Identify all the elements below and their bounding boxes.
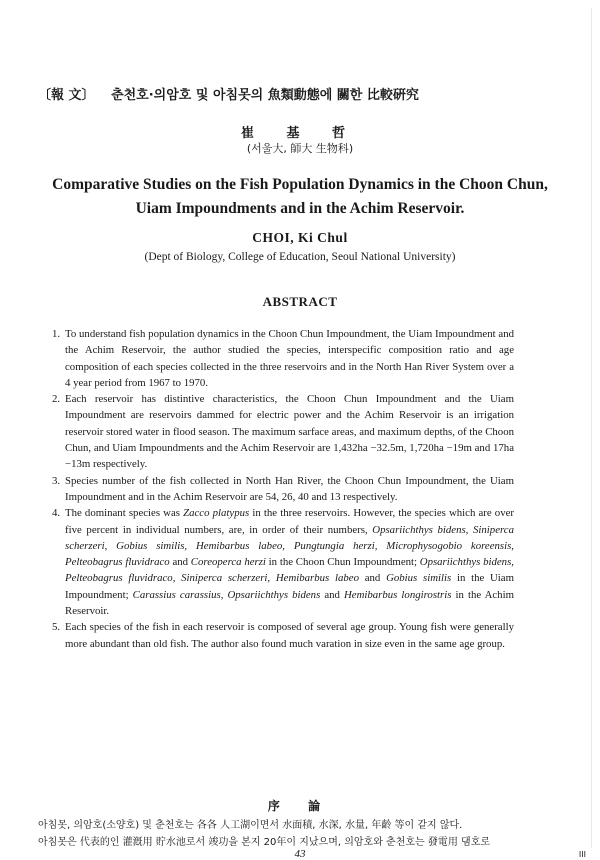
text-run: and	[358, 572, 387, 585]
species-name: Gobius similis	[386, 572, 452, 585]
text-run: in the Achim Reservoir.	[65, 588, 514, 618]
species-name: Zacco platypus	[183, 507, 250, 520]
item-text: To understand fish population dynamics in the Choon Chun Impoundment, the Uiam Impoundment and the Achim Reservoir, the author studied the species, interspecific composition ratio and age composition of each species collected in the three reservoirs and in the North Han River System over a 4 year period from 1967 to 1970.	[65, 328, 514, 389]
english-title: Comparative Studies on the Fish Population Dynamics in the Choon Chun, Uiam Impoundments and in the Achim Reservoir.	[52, 176, 548, 217]
body-text	[38, 817, 568, 851]
affiliation-english: (Dept of Biology, College of Education, Seoul National University)	[144, 251, 456, 263]
author-korean: 崔 基 哲	[240, 126, 360, 141]
report-tag: 〔報 文〕	[38, 88, 95, 103]
item-text	[65, 507, 514, 617]
abstract-item	[52, 505, 514, 619]
text-run: The dominant species was	[65, 507, 184, 520]
item-text: Each reservoir has distintive characteristics, the Choon Chun Impoundment and the Uiam Impoundment are reservoirs dammed for electric power and the Achim Reservoir is an irrigation reservoir stored water in flood season. The maximum sarface areas, and maximum depths, of the Choon Chun, and Uiam Impoundments and the Achim Reservoir are 1,432ha −32.5m, 1,720ha −19m and 17ha −13m respectively.	[65, 393, 514, 471]
abstract-item	[52, 326, 514, 391]
korean-title: 춘천호·의암호 및 아침못의 魚類動態에 關한 比較硏究	[111, 88, 419, 103]
text-run: in the Choon Chun Impoundment;	[265, 556, 420, 569]
item-number: 4.	[52, 507, 61, 520]
corner-mark: III	[578, 850, 586, 859]
abstract-item	[52, 391, 514, 472]
abstract-heading: ABSTRACT	[262, 294, 338, 309]
species-name: Opsariichthys bidens, Pelteobagrus fluvidraco, Siniperca scherzeri, Hemibarbus labeo	[65, 556, 514, 585]
abstract-list	[52, 326, 514, 652]
item-number: 1.	[52, 328, 61, 340]
item-number: 2.	[52, 393, 61, 406]
species-name: Hemibarbus longirostris	[343, 588, 452, 601]
text-run: and	[320, 588, 344, 601]
item-text: Species number of the fish collected in North Han River, the Choon Chun Impoundment, the Uiam Impoundment and in the Achim Reservoir are 54, 26, 40 and 13 respectively.	[65, 474, 514, 503]
author-english: CHOI, Ki Chul	[252, 230, 348, 245]
section-heading: 序 論	[267, 799, 333, 813]
species-name: Opsariichthys bidens, Siniperca scherzeri, Gobius similis, Hemibarbus labeo, Pungtungia herzi, Microphysogobio koreensis, Pelteobagrus fluvidraco	[65, 523, 514, 569]
paper-header	[38, 84, 578, 103]
species-name: Carassius carassius, Opsariichthys bidens	[132, 588, 321, 601]
item-number: 5.	[52, 621, 61, 634]
item-text: Each species of the fish in each reservoir is composed of several age group. Young fish were generally more abundant than old fish. The author also found much varation in size even in the same age group.	[65, 621, 514, 650]
text-run: and	[169, 556, 191, 569]
body-line: 아침못, 의암호(소양호) 및 춘천호는 各各 人工湖이면서 水面積, 水深, 水量, 年齡 等이 같지 않다.	[38, 820, 463, 831]
species-name: Coreoperca herzi	[190, 556, 266, 569]
text-run: in the three reservoirs. However, the species which are over five percent in individual numbers, are, in order of their numbers,	[65, 507, 514, 536]
affiliation-korean: (서울大, 師大 生物科)	[246, 142, 354, 155]
body-line: 아침못은 代表的인 灌漑用 貯水池로서 竣功을 본지 20年이 지났으며, 의암호와 춘천호는 發電用 댐호로	[38, 837, 491, 848]
abstract-item	[52, 619, 514, 652]
item-number: 3.	[52, 474, 61, 487]
page-number: 43	[294, 848, 306, 860]
text-run: in the Uiam Impoundment;	[65, 572, 514, 601]
abstract-item	[52, 473, 514, 506]
